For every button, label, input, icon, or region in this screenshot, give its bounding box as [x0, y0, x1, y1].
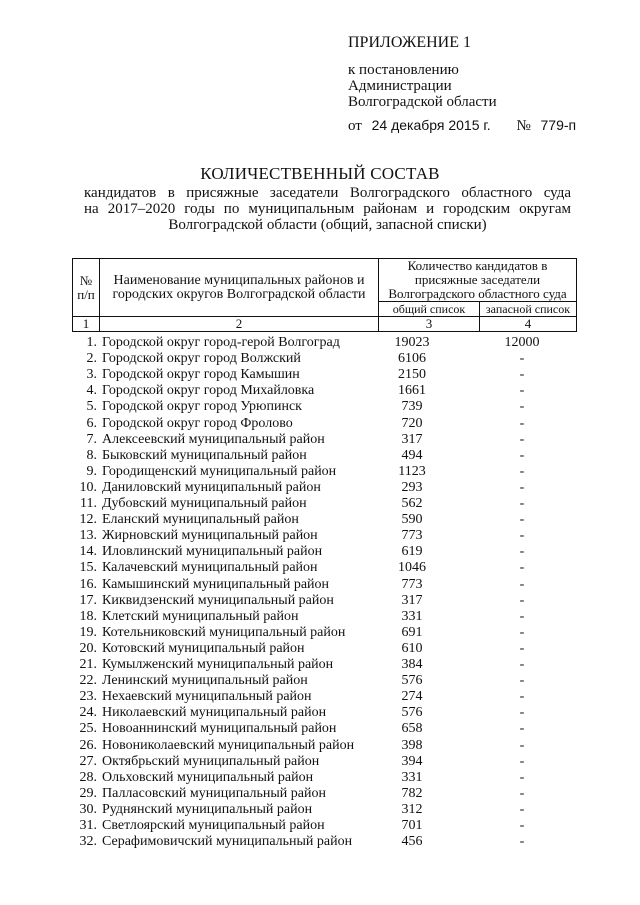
- row-name: Городской округ город Фролово: [102, 415, 293, 431]
- row-reserve: -: [519, 592, 525, 608]
- table-row: [72, 577, 577, 593]
- row-reserve: -: [519, 721, 525, 737]
- row-general: 701: [401, 818, 423, 833]
- document-subtitle: [84, 185, 571, 233]
- table-row: [72, 399, 577, 415]
- row-reserve: -: [519, 479, 525, 495]
- appendix-line-1: к постановлению: [348, 62, 459, 78]
- row-reserve: -: [519, 705, 525, 721]
- row-reserve: -: [519, 576, 525, 592]
- header-col-1: 1: [73, 317, 100, 332]
- row-name: Алексеевский муниципальный район: [102, 431, 325, 447]
- row-reserve: -: [519, 608, 525, 624]
- document-title: КОЛИЧЕСТВЕННЫЙ СОСТАВ: [200, 164, 440, 183]
- row-general: 619: [401, 544, 423, 560]
- table-row: [72, 560, 577, 576]
- row-name: Серафимовичский муниципальный район: [102, 834, 353, 850]
- row-name: Городской округ город Михайловка: [102, 383, 315, 399]
- row-index: 30.: [79, 801, 97, 817]
- row-index: 4.: [86, 383, 97, 399]
- table-row: [72, 802, 577, 818]
- order-prefix: от: [348, 118, 362, 134]
- row-reserve: -: [519, 512, 525, 528]
- row-reserve: -: [519, 496, 525, 511]
- row-general: 312: [401, 801, 423, 817]
- row-reserve: -: [519, 801, 525, 817]
- row-name: Светлоярский муниципальный район: [102, 818, 325, 833]
- row-index: 3.: [86, 367, 97, 383]
- row-general: 1661: [398, 383, 426, 399]
- row-reserve: -: [519, 818, 525, 833]
- row-general: 331: [401, 608, 423, 624]
- row-general: 274: [401, 689, 423, 705]
- row-name: Котельниковский муниципальный район: [102, 624, 346, 640]
- row-general: 576: [401, 673, 423, 689]
- row-general: 658: [401, 721, 423, 737]
- row-reserve: -: [519, 463, 525, 479]
- row-general: 293: [401, 479, 423, 495]
- row-reserve: -: [519, 673, 525, 689]
- table-row: [72, 705, 577, 721]
- table-row: [72, 754, 577, 770]
- row-index: 7.: [86, 431, 97, 447]
- table-row: [72, 544, 577, 560]
- row-general: 773: [401, 528, 423, 544]
- table-row: [72, 448, 577, 464]
- row-general: 691: [401, 624, 423, 640]
- row-index: 6.: [86, 415, 97, 431]
- row-index: 16.: [79, 576, 97, 592]
- row-index: 29.: [79, 785, 97, 801]
- row-name: Новоаннинский муниципальный район: [102, 721, 337, 737]
- row-reserve: -: [519, 640, 525, 656]
- row-index: 1.: [86, 335, 97, 350]
- row-index: 2.: [86, 351, 97, 367]
- header-col-4: 4: [480, 317, 577, 332]
- row-name: Новониколаевский муниципальный район: [102, 737, 355, 753]
- row-name: Городищенский муниципальный район: [102, 463, 337, 479]
- row-reserve: -: [519, 624, 525, 640]
- row-reserve: -: [519, 544, 525, 560]
- table-row: [72, 367, 577, 383]
- row-name: Городской округ город-герой Волгоград: [102, 335, 340, 350]
- row-general: 590: [401, 512, 423, 528]
- row-general: 739: [401, 399, 423, 415]
- row-name: Дубовский муниципальный район: [102, 496, 307, 511]
- row-name: Городской округ город Волжский: [102, 351, 301, 367]
- row-name: Котовский муниципальный район: [102, 640, 305, 656]
- row-name: Киквидзенский муниципальный район: [102, 592, 334, 608]
- row-name: Палласовский муниципальный район: [102, 785, 326, 801]
- row-index: 20.: [79, 640, 97, 656]
- header-col-3: 3: [379, 317, 480, 332]
- row-index: 11.: [80, 496, 97, 511]
- order-line: [348, 117, 576, 135]
- table-row: [72, 689, 577, 705]
- row-index: 10.: [79, 479, 97, 495]
- row-reserve: -: [519, 383, 525, 399]
- row-general: 6106: [398, 351, 426, 367]
- row-index: 25.: [79, 721, 97, 737]
- table-row: [72, 673, 577, 689]
- table-row: [72, 609, 577, 625]
- table-row: [72, 351, 577, 367]
- row-reserve: -: [519, 399, 525, 415]
- row-general: 610: [401, 640, 423, 656]
- subtitle-line-1: кандидатов в присяжные заседатели Волгоградского областного суда: [84, 185, 571, 201]
- table-row: [72, 416, 577, 432]
- row-general: 494: [401, 447, 423, 463]
- header-name: Наименование муниципальных районов и городских округов Волгоградской области: [100, 259, 379, 317]
- row-name: Калачевский муниципальный район: [102, 560, 318, 576]
- row-index: 22.: [79, 673, 97, 689]
- row-name: Ольховский муниципальный район: [102, 769, 314, 785]
- row-general: 782: [401, 785, 423, 801]
- table-row: [72, 593, 577, 609]
- row-reserve: -: [519, 785, 525, 801]
- row-index: 23.: [79, 689, 97, 705]
- row-name: Камышинский муниципальный район: [102, 576, 330, 592]
- row-name: Нехаевский муниципальный район: [102, 689, 312, 705]
- row-index: 28.: [79, 769, 97, 785]
- table-row: [72, 383, 577, 399]
- row-index: 21.: [79, 657, 97, 672]
- row-general: 331: [401, 769, 423, 785]
- row-general: 562: [401, 496, 423, 511]
- row-reserve: -: [519, 753, 525, 769]
- table-row: [72, 625, 577, 641]
- row-general: 317: [401, 431, 423, 447]
- row-general: 398: [401, 737, 423, 753]
- row-reserve: -: [519, 769, 525, 785]
- row-reserve: -: [519, 415, 525, 431]
- row-name: Городской округ город Урюпинск: [102, 399, 302, 415]
- row-index: 13.: [79, 528, 97, 544]
- row-general: 720: [401, 415, 423, 431]
- row-reserve: -: [519, 657, 525, 672]
- row-general: 2150: [398, 367, 426, 383]
- row-index: 15.: [79, 560, 97, 576]
- appendix-line-3: Волгоградской области: [348, 94, 497, 110]
- row-reserve: -: [519, 447, 525, 463]
- table-row: [72, 528, 577, 544]
- table-row: [72, 834, 577, 850]
- table-row: [72, 657, 577, 673]
- row-general: 19023: [394, 335, 430, 350]
- table-row: [72, 721, 577, 737]
- header-col-2: 2: [100, 317, 379, 332]
- row-general: 773: [401, 576, 423, 592]
- row-index: 18.: [79, 608, 97, 624]
- subtitle-line-3: Волгоградской области (общий, запасной списки): [168, 217, 487, 233]
- row-reserve: -: [519, 834, 525, 850]
- row-name: Даниловский муниципальный район: [102, 479, 321, 495]
- row-index: 24.: [79, 705, 97, 721]
- row-name: Жирновский муниципальный район: [102, 528, 318, 544]
- table-row: [72, 464, 577, 480]
- table-row: [72, 432, 577, 448]
- row-name: Ленинский муниципальный район: [102, 673, 308, 689]
- row-name: Николаевский муниципальный район: [102, 705, 327, 721]
- row-index: 27.: [79, 753, 97, 769]
- row-index: 5.: [86, 399, 97, 415]
- row-index: 19.: [79, 624, 97, 640]
- table-row: [72, 786, 577, 802]
- table-row: [72, 512, 577, 528]
- row-index: 14.: [79, 544, 97, 560]
- row-index: 31.: [79, 818, 97, 833]
- row-general: 1123: [398, 463, 426, 479]
- row-name: Городской округ город Камышин: [102, 367, 300, 383]
- row-reserve: -: [519, 351, 525, 367]
- row-index: 17.: [79, 592, 97, 608]
- table-header: [72, 258, 577, 332]
- row-index: 26.: [79, 737, 97, 753]
- row-general: 317: [401, 592, 423, 608]
- order-date: 24 декабря 2015 г.: [371, 117, 491, 133]
- row-general: 394: [401, 753, 423, 769]
- row-general: 1046: [398, 560, 426, 576]
- row-index: 8.: [86, 447, 97, 463]
- table-row: [72, 641, 577, 657]
- row-reserve: -: [519, 431, 525, 447]
- row-name: Кумылженский муниципальный район: [102, 657, 334, 672]
- table-row: [72, 770, 577, 786]
- table-row: [72, 496, 577, 512]
- subtitle-line-2: на 2017–2020 годы по муниципальным районам и городским округам: [84, 201, 571, 217]
- row-reserve: -: [519, 367, 525, 383]
- row-name: Клетский муниципальный район: [102, 608, 299, 624]
- header-num: № п/п: [73, 259, 100, 317]
- row-name: Иловлинский муниципальный район: [102, 544, 323, 560]
- row-name: Еланский муниципальный район: [102, 512, 299, 528]
- row-general: 576: [401, 705, 423, 721]
- appendix-title: ПРИЛОЖЕНИЕ 1: [348, 34, 472, 51]
- order-number-label: №: [516, 118, 531, 134]
- row-name: Быковский муниципальный район: [102, 447, 307, 463]
- row-reserve: -: [519, 560, 525, 576]
- table-row: [72, 738, 577, 754]
- header-reserve: запасной список: [480, 302, 577, 317]
- row-reserve: -: [519, 737, 525, 753]
- table-row: [72, 480, 577, 496]
- table-row: [72, 335, 577, 351]
- row-index: 12.: [79, 512, 97, 528]
- row-general: 456: [401, 834, 423, 850]
- appendix-line-2: Администрации: [348, 78, 452, 94]
- row-name: Октябрьский муниципальный район: [102, 753, 320, 769]
- row-index: 32.: [79, 834, 97, 850]
- row-general: 384: [401, 657, 423, 672]
- row-reserve: -: [519, 689, 525, 705]
- table-row: [72, 818, 577, 834]
- row-reserve: 12000: [504, 335, 540, 350]
- header-count-group: Количество кандидатов в присяжные заседатели Волгоградского областного суда: [379, 259, 577, 302]
- row-name: Руднянский муниципальный район: [102, 801, 313, 817]
- row-reserve: -: [519, 528, 525, 544]
- header-general: общий список: [379, 302, 480, 317]
- row-index: 9.: [86, 463, 97, 479]
- order-number: 779-п: [540, 117, 577, 133]
